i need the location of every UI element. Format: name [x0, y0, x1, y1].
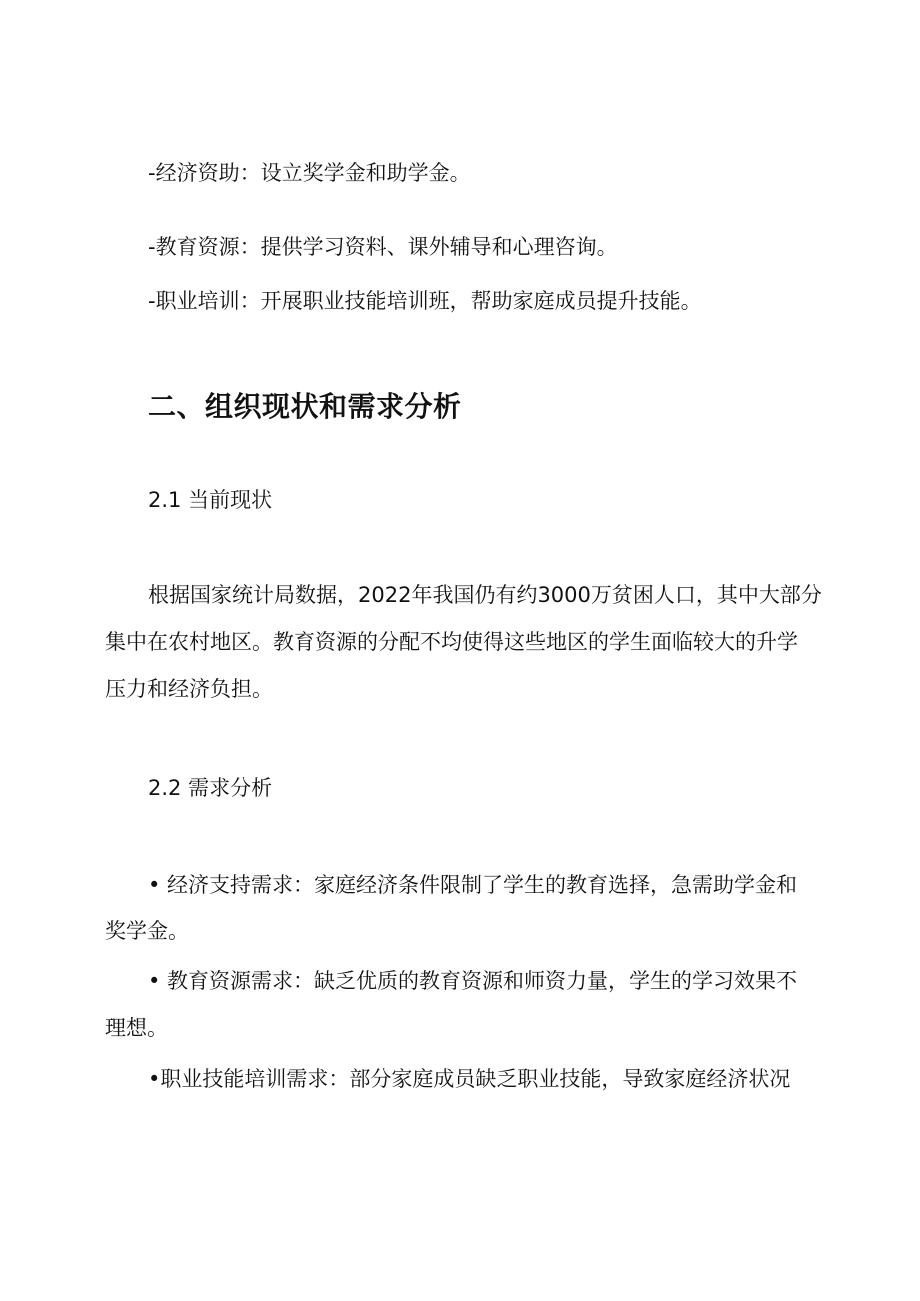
list-item-needs: • 经济支持需求：家庭经济条件限制了学生的教育选择，急需助学金和 — [148, 873, 798, 897]
paragraph-line: 根据国家统计局数据，2022年我国仍有约3000万贫困人口，其中大部分 — [148, 583, 822, 607]
list-item-vocational-training: -职业培训：开展职业技能培训班，帮助家庭成员提升技能。 — [148, 289, 702, 313]
list-item-needs-continued: 奖学金。 — [105, 919, 189, 943]
list-item-needs-continued: 理想。 — [105, 1016, 168, 1040]
subsection-title-needs-analysis: 2.2 需求分析 — [148, 776, 273, 800]
section-title: 二、组织现状和需求分析 — [148, 390, 462, 423]
list-item-needs: •职业技能培训需求：部分家庭成员缺乏职业技能，导致家庭经济状况 — [148, 1067, 791, 1091]
list-item-education-resources: -教育资源：提供学习资料、课外辅导和心理咨询。 — [148, 235, 618, 259]
list-item-economic-aid: -经济资助：设立奖学金和助学金。 — [148, 161, 471, 185]
paragraph-line: 集中在农村地区。教育资源的分配不均使得这些地区的学生面临较大的升学 — [105, 630, 798, 654]
subsection-title-current-status: 2.1 当前现状 — [148, 488, 273, 512]
list-item-needs: • 教育资源需求：缺乏优质的教育资源和师资力量，学生的学习效果不 — [148, 969, 798, 993]
paragraph-line: 压力和经济负担。 — [105, 677, 273, 701]
